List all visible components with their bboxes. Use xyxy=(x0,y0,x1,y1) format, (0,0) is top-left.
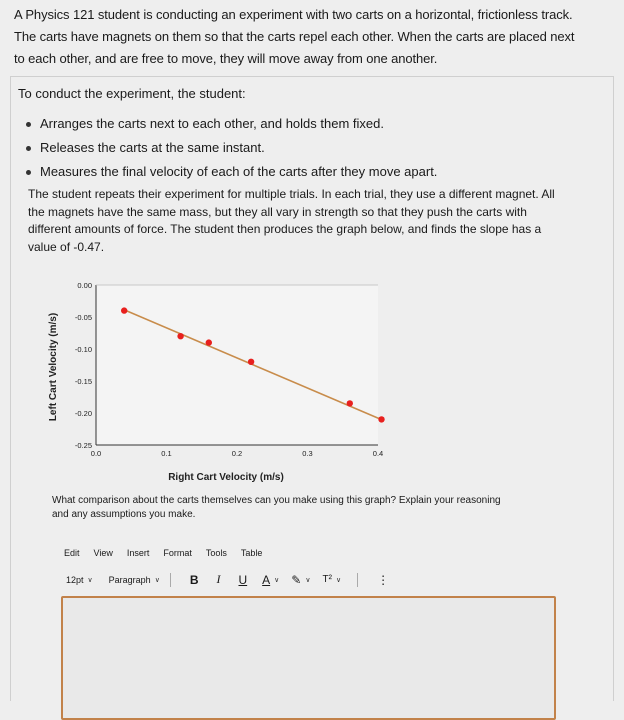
y-tick-label: -0.15 xyxy=(74,377,92,386)
font-size-select[interactable]: 12pt ∨ xyxy=(66,574,93,585)
paragraph-line-2: the magnets have the same mass, but they all vary in strength so that they push the carts with xyxy=(28,204,527,219)
chevron-down-icon: ∨ xyxy=(87,576,93,584)
y-tick-label: 0.00 xyxy=(77,281,92,290)
x-tick-label: 0.2 xyxy=(231,449,243,458)
underline-button[interactable]: U xyxy=(238,572,248,587)
bullet-icon xyxy=(26,170,31,175)
bullet-icon xyxy=(26,146,31,151)
data-point xyxy=(248,359,254,365)
steps-title: To conduct the experiment, the student: xyxy=(18,86,246,101)
menu-insert[interactable]: Insert xyxy=(126,548,150,558)
x-tick-label: 0.3 xyxy=(302,449,313,458)
chevron-down-icon: ∨ xyxy=(305,576,311,584)
data-point xyxy=(378,416,384,422)
text-color-button[interactable] xyxy=(262,573,279,587)
more-icon[interactable]: ⋮ xyxy=(377,572,390,587)
x-axis-label: Right Cart Velocity (m/s) xyxy=(168,472,284,483)
bold-button[interactable]: B xyxy=(189,572,199,587)
toolbar-divider xyxy=(170,573,171,587)
data-point xyxy=(206,339,212,345)
paragraph-line-4: value of -0.47. xyxy=(28,239,105,254)
toolbar-divider xyxy=(357,573,358,587)
answer-editor[interactable] xyxy=(61,596,556,720)
problem-intro xyxy=(14,4,612,70)
experiment-paragraph xyxy=(28,186,593,256)
highlight-icon: ✎ xyxy=(291,572,302,587)
y-tick-label: -0.05 xyxy=(74,313,92,322)
menu-table[interactable]: Table xyxy=(240,548,263,558)
y-tick-label: -0.10 xyxy=(74,345,92,354)
data-point xyxy=(347,400,353,406)
plot-background xyxy=(96,285,378,445)
question-line-1: What comparison about the carts themselves can you make using this graph? Explain your reasoning xyxy=(52,495,501,506)
highlight-button[interactable] xyxy=(291,573,310,587)
plot-area xyxy=(75,281,385,458)
menu-tools[interactable]: Tools xyxy=(205,548,227,558)
chevron-down-icon: ∨ xyxy=(154,576,160,584)
intro-line-3: to each other, and are free to move, they will move away from one another. xyxy=(14,51,438,66)
data-point xyxy=(121,307,127,313)
paragraph-line-1: The student repeats their experiment for multiple trials. In each trial, they use a different magnet. All xyxy=(28,187,555,201)
data-point xyxy=(177,333,183,339)
question-text xyxy=(52,494,572,522)
chevron-down-icon: ∨ xyxy=(335,576,342,584)
y-tick-label: -0.20 xyxy=(74,409,92,418)
menu-view[interactable]: View xyxy=(93,548,113,558)
menu-format[interactable]: Format xyxy=(163,548,192,558)
intro-line-1: A Physics 121 student is conducting an experiment with two carts on a horizontal, frictionless track. xyxy=(14,7,573,22)
text-color-icon: A xyxy=(262,572,271,587)
steps-list xyxy=(26,112,437,184)
italic-button[interactable]: I xyxy=(216,572,221,586)
x-tick-label: 0.0 xyxy=(90,449,102,458)
y-tick-label: -0.25 xyxy=(74,441,92,450)
editor-toolbar xyxy=(66,572,398,587)
menu-edit[interactable]: Edit xyxy=(64,548,80,558)
superscript-button[interactable] xyxy=(322,574,341,585)
list-item: Arranges the carts next to each other, and holds them fixed. xyxy=(26,112,437,136)
x-tick-label: 0.1 xyxy=(161,449,172,458)
paragraph-line-3: different amounts of force. The student then produces the graph below, and finds the slope has a xyxy=(28,222,542,236)
superscript-icon: T² xyxy=(322,574,332,585)
editor-menubar xyxy=(64,548,262,558)
x-tick-label: 0.4 xyxy=(372,449,384,458)
question-line-2: and any assumptions you make. xyxy=(52,509,196,520)
y-axis-label: Left Cart Velocity (m/s) xyxy=(48,312,59,422)
chevron-down-icon: ∨ xyxy=(274,576,280,584)
block-format-select[interactable]: Paragraph ∨ xyxy=(108,574,160,585)
list-item: Measures the final velocity of each of the carts after they move apart. xyxy=(26,160,437,184)
velocity-chart xyxy=(40,276,390,486)
intro-line-2: The carts have magnets on them so that the carts repel each other. When the carts are placed next xyxy=(14,29,575,44)
list-item: Releases the carts at the same instant. xyxy=(26,136,437,160)
bullet-icon xyxy=(26,122,31,127)
